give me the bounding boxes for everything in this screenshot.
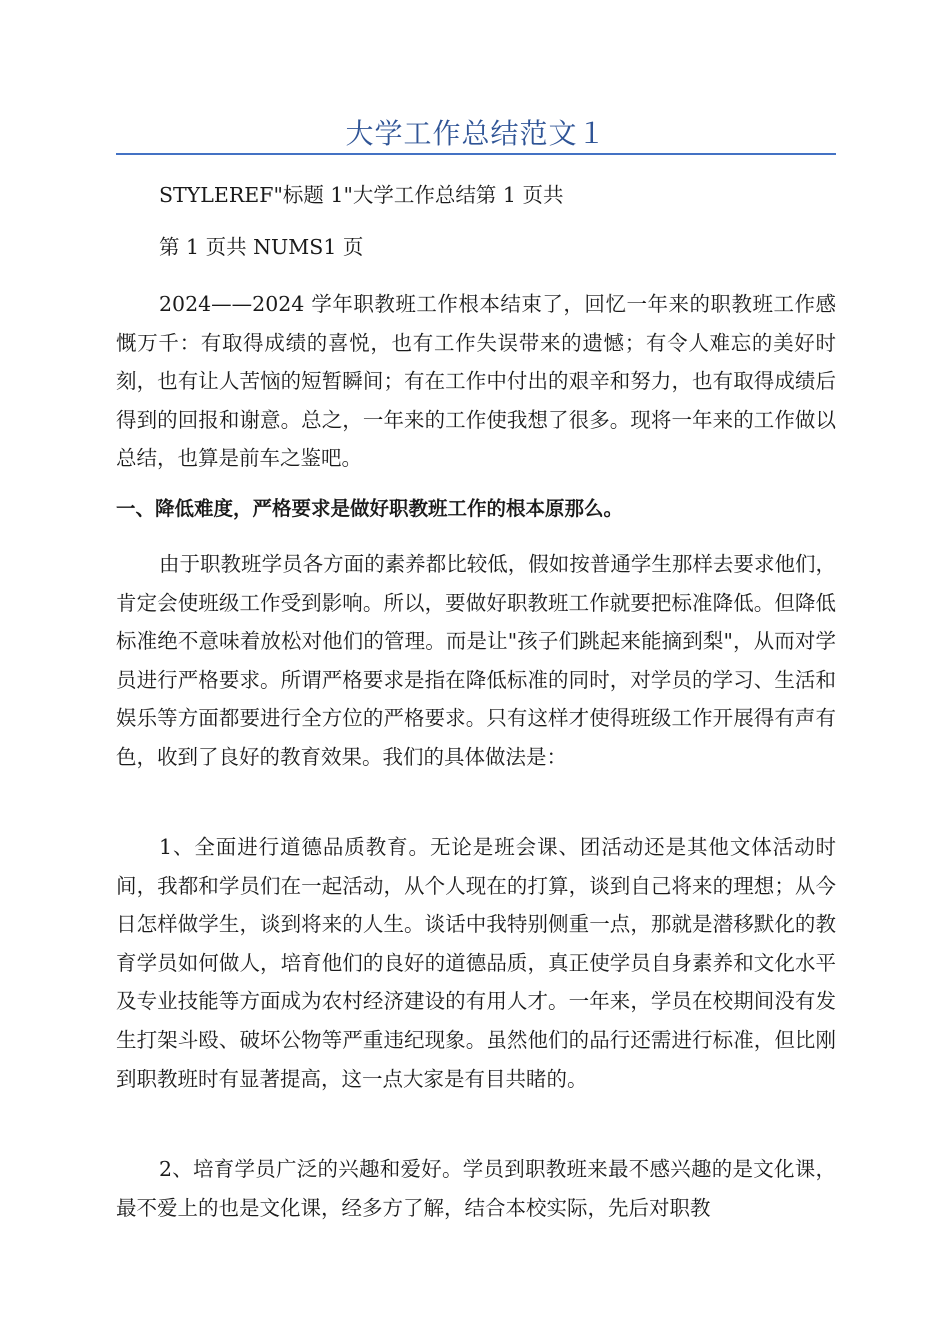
list-item-1: 1、全面进行道德品质教育。无论是班会课、团活动还是其他文体活动时间，我都和学员们在一起活动，从个人现在的打算，谈到自己将来的理想；从今日怎样做学生，谈到将来的人生。谈话中我特别侧重一点，那就是潜移默化的教育学员如何做人，培育他们的良好的道德品质，真正使学员自身素养和文化水平及专业技能等方面成为农村经济建设的有用人才。一年来，学员在校期间没有发生打架斗殴、破坏公物等严重违纪现象。虽然他们的品行还需进行标准，但比刚到职教班时有显著提高，这一点大家是有目共睹的。: [116, 835, 836, 1091]
header-reference: STYLEREF"标题 1"大学工作总结第 1 页共: [159, 183, 564, 207]
document-title: 大学工作总结范文１: [345, 117, 607, 150]
section-heading-1: 一、降低难度，严格要求是做好职教班工作的根本原那么。: [116, 497, 624, 520]
page-reference: 第 1 页共 NUMS1 页: [159, 235, 364, 259]
list-item-2: 2、培育学员广泛的兴趣和爱好。学员到职教班来最不感兴趣的是文化课，最不爱上的也是文化课，经多方了解，结合本校实际，先后对职教: [116, 1157, 836, 1220]
intro-paragraph: 2024——2024 学年职教班工作根本结束了，回忆一年来的职教班工作感慨万千：有取得成绩的喜悦，也有工作失误带来的遗憾；有令人难忘的美好时刻，也有让人苦恼的短暂瞬间；有在工作中付出的艰辛和努力，也有取得成绩后得到的回报和谢意。总之，一年来的工作使我想了很多。现将一年来的工作做以总结，也算是前车之鉴吧。: [116, 292, 836, 471]
title-underline: [116, 153, 836, 155]
section1-paragraph: 由于职教班学员各方面的素养都比较低，假如按普通学生那样去要求他们，肯定会使班级工作受到影响。所以，要做好职教班工作就要把标准降低。但降低标准绝不意味着放松对他们的管理。而是让"孩子们跳起来能摘到梨"，从而对学员进行严格要求。所谓严格要求是指在降低标准的同时，对学员的学习、生活和娱乐等方面都要进行全方位的严格要求。只有这样才使得班级工作开展得有声有色，收到了良好的教育效果。我们的具体做法是：: [116, 552, 836, 769]
